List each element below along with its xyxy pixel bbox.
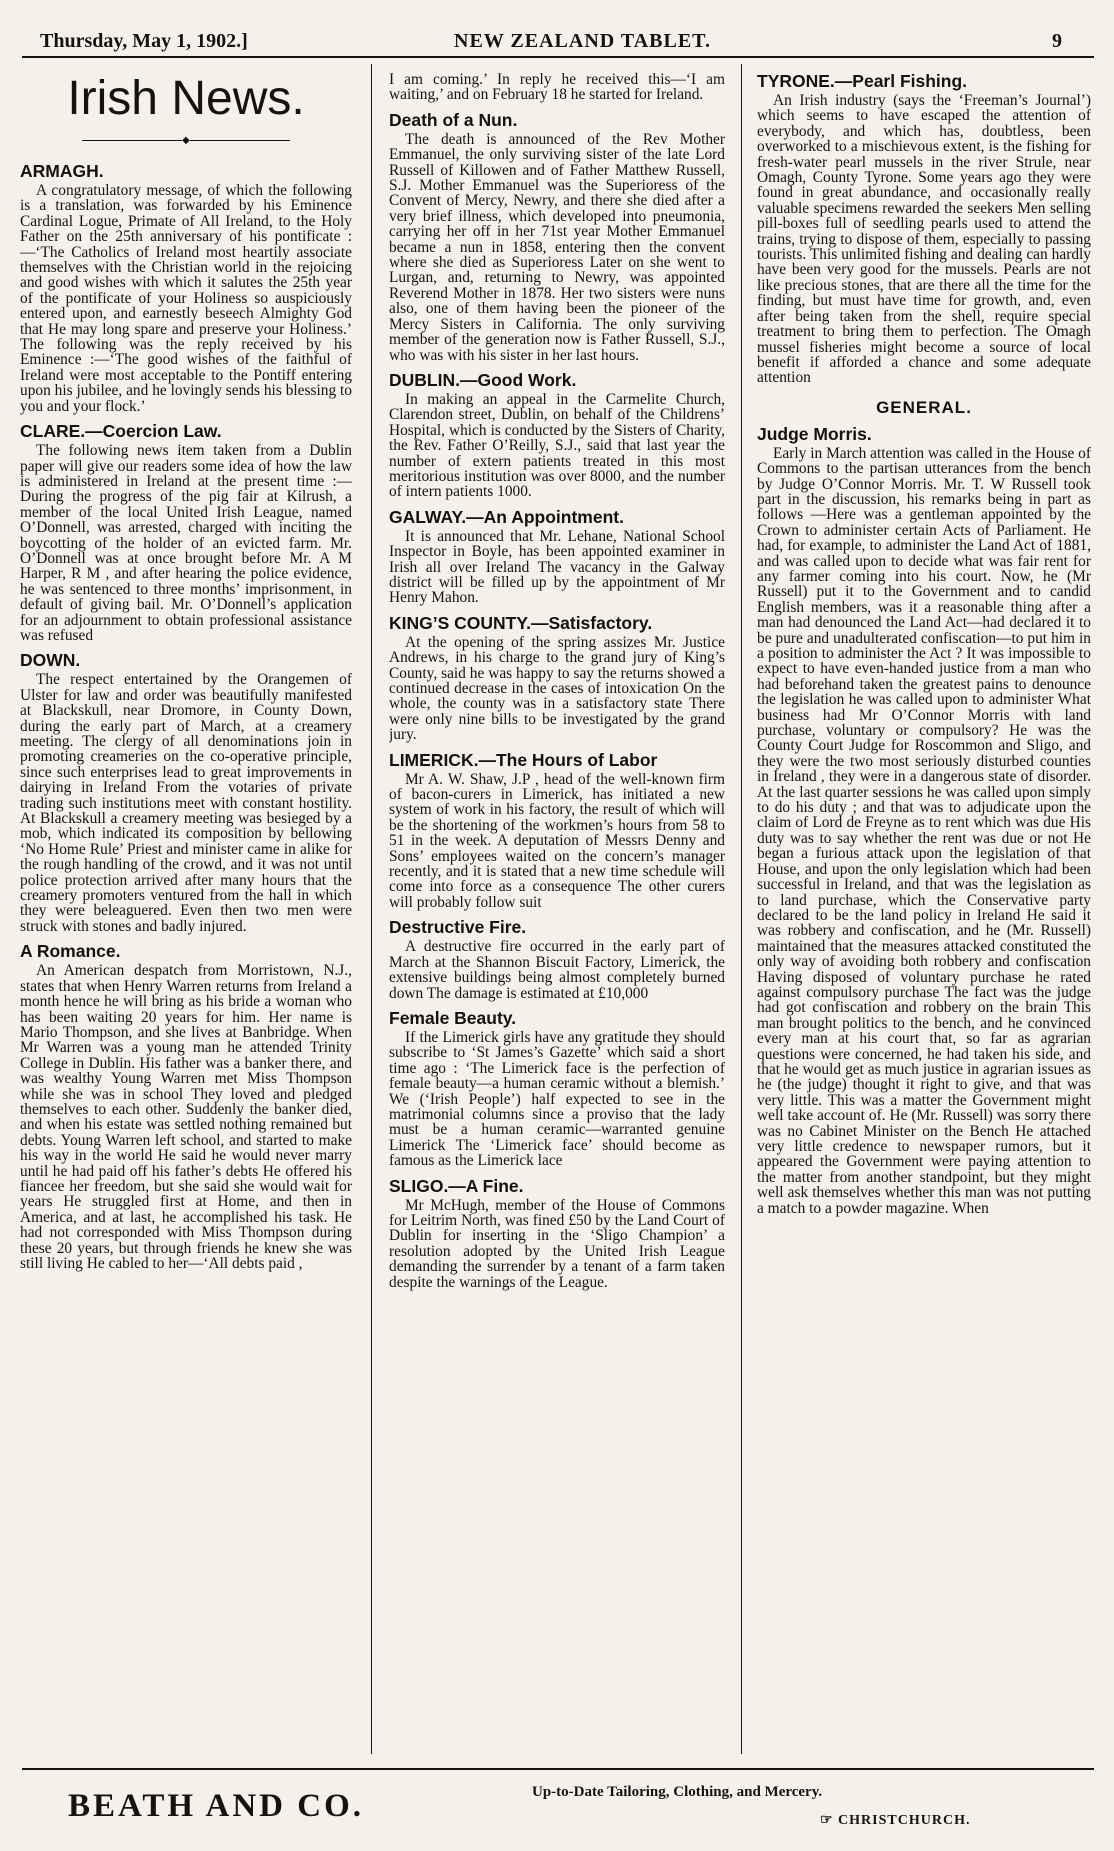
article-heading-kings-county: KING’S COUNTY.—Satisfactory. [389, 612, 653, 633]
section-title: Irish News. [67, 72, 305, 125]
advert-brand: BEATH AND CO. [68, 1788, 365, 1824]
column-2 [389, 72, 725, 1752]
header-paper-name: NEW ZEALAND TABLET. [454, 30, 712, 52]
article-body-destructive-fire: A destructive fire occurred in the early part of March at the Shannon Biscuit Factory, Limerick, the extensive buildings being almost completely burned down The damage is estimated at £10,000 [389, 938, 725, 1002]
article-body-galway: It is announced that Mr. Lehane, National School Inspector in Boyle, has been appointed examiner in Irish all over Ireland The vacancy in the Galway district will be filled up by the appointment of Mr Henry Mahon. [389, 527, 725, 607]
article-body-armagh: A congratulatory message, of which the following is a translation, was forwarded by his Eminence Cardinal Logue, Primate of All Ireland, to the Holy Father on the 25th anniversary of his pontificate :—‘The Catholics of Ireland most heartily associate themselves with the Christian world in the rejoicing and good wishes with which it salutes the 25th year of the pontificate of your Holiness so auspiciously entered upon, and earnestly beseech Almighty God that He may long spare and preserve your Holiness.’ The following was the reply received by his Eminence :—‘The good wishes of the faithful of Ireland were most acceptable to the Pontiff entering upon his jubilee, and he lovingly sends his blessing to you and your flock.’ [20, 182, 352, 415]
column-rule-1 [371, 64, 372, 1754]
advert-city: ☞ CHRISTCHURCH. [820, 1813, 971, 1828]
article-body-limerick: Mr A. W. Shaw, J.P , head of the well-known firm of bacon-curers in Limerick, has initiated a new system of work in his factory, the result of which will be the shortening of the workmen’s hours from 58 to 51 in the week. A deputation of Messrs Denny and Sons’ employees waited on the concern’s manager recently, and it is stated that a new time schedule will come into force as a consequence The other curers will probably follow suit [389, 770, 725, 911]
article-heading-armagh: ARMAGH. [20, 161, 104, 181]
article-body-judge-morris: Early in March attention was called in the House of Commons to the partisan utterances from the bench by Judge O’Connor Morris. Mr. T. W Russell took part in the discussion, his remarks being in part as follows —Here was a gentleman appointed by the Crown to administer certain Acts of Parliament. He had, for example, to administer the Land Act of 1881, and was called upon to decide what was fair rent for any farmer coming into his court. Now, he (Mr Russell) put it to the Government and to candid English members, was it a reasonable thing after a man had denounced the Land Act—had declared it to be pure and unadulterated confiscation—to put him in a position to administer the Act ? It was impossible to expect to have even-handed justice from a man who had beforehand taken the greatest pains to denounce the legislation he was called upon to administer What business had Mr O’Connor Morris with land purchase, voluntary or compulsory? He was the County Court Judge for Roscommon and Sligo, and they were the two most seriously disturbed counties in Ireland , they were in a dangerous state of disorder. At the last quarter sessions he was called upon simply to do his duty ; and that was to adjudicate upon the claim of Lord de Freyne as to rent which was due His duty was to say whether the rent was due or not He began a furious attack upon the legislation of that House, and upon the only legislation which had been successful in Ireland, and that was the legislation as to land purchase, which the Conservative party declared to be the land policy in Ireland He said it was robbery and confiscation, and he (Mr. Russell) maintained that the measures attacked constituted the only way of avoiding both robbery and confiscation Having disposed of voluntary purchase he rated against compulsory purchase The fact was the judge had got confiscation and robbery on the brain This man brought politics to the bench, and he convinced every man at his court that, so far as agrarian questions were concerned, he had taken his side, and that he would get as much justice in agrarian issues as he (the judge) thought it right to give, and that was very little. This was a matter the Government might well take account of. He (Mr. Russell) was sorry there was no Cabinet Minister on the Bench He attached very little credence to newspaper rumors, but it appeared the Government were paying attention to the matter from another standpoint, but they might well ask themselves whether this man was not putting a match to a powder magazine. When [757, 444, 1091, 1217]
article-heading-romance: A Romance. [20, 941, 121, 962]
article-heading-dublin: DUBLIN.—Good Work. [389, 369, 577, 390]
article-heading-sligo: SLIGO.—A Fine. [389, 1175, 524, 1196]
article-heading-death-of-nun: Death of a Nun. [389, 109, 518, 130]
article-body-romance-continued: I am coming.’ In reply he received this—‘I am waiting,’ and on February 18 he started for Ireland. [389, 72, 725, 104]
article-heading-female-beauty: Female Beauty. [389, 1007, 517, 1028]
title-ornament: ◆ [20, 136, 352, 146]
article-heading-clare: CLARE.—Coercion Law. [20, 421, 222, 442]
article-body-romance: An American despatch from Morristown, N.J., states that when Henry Warren returns from Ireland a month hence he will bring as his bride a woman who has been waiting 20 years for him. Her name is Mario Thompson, and she lives at Banbridge. When Mr Warren was a young man he attended Trinity College in Dublin. His father was a banker there, and was wealthy Young Warren met Miss Thompson while she was in school They loved and pledged themselves to each other. Suddenly the banker died, and when his estate was settled nothing remained but debts. Young Warren left school, and started to make his way in the world He said he would never marry until he had paid off his father’s debts He offered his fiancee her freedom, but she said she would wait for years He struggled first at Home, and then in America, and at last, he accomplished his task. He had not corresponded with Miss Thompson during these 20 years, but through friends he knew she was still living He cabled to her—‘All debts paid , [20, 962, 352, 1272]
header-page-number: 9 [1052, 30, 1062, 52]
article-body-kings-county: At the opening of the spring assizes Mr. Justice Andrews, in his charge to the grand jury of King’s County, said he was happy to say the returns showed a continued decrease in the cases of intoxication On the whole, the county was in a satisfactory state There were only nine bills to be investigated by the grand jury. [389, 633, 725, 744]
article-body-dublin: In making an appeal in the Carmelite Church, Clarendon street, Dublin, on behalf of the Childrens’ Hospital, which is conducted by the Sisters of Charity, the Rev. Father O’Reilly, S.J., said that last year the number of extern patients treated in this most meritorious institution was over 8000, and the number of intern patients 1000. [389, 390, 725, 501]
article-body-tyrone: An Irish industry (says the ‘Freeman’s Journal’) which seems to have escaped the attention of everybody, and which has, doubtless, been overworked to a mischievous extent, is the fishing for fresh-water pearl mussels in the river Strule, near Omagh, County Tyrone. Some years ago they were found in great abundance, and occasionally really valuable specimens rewarded the seekers Men selling pill-boxes full of seedling pearls used to attend the trains, trying to dispose of them, especially to passing tourists. This unlimited fishing and dealing can hardly have been very good for the mussels. Pearls are not like precious stones, that are there all the time for the finding, but must have time for growth, and, even after being taken from the shell, require special treatment to bring them to perfection. The Omagh mussel fisheries might become a source of local benefit if afforded a chance and some adequate attention [757, 92, 1091, 387]
article-body-down: The respect entertained by the Orangemen of Ulster for law and order was beautifully manifested at Blackskull, near Dromore, in County Down, during the early part of March, at a creamery meeting. The clergy of all denominations join in promoting creameries on the co-operative principle, since such enterprises lead to great improvements in dairying in Ireland From the votaries of private trading such institutions meet with constant hostility. At Blackskull a creamery meeting was besieged by a mob, which indicated its composition by bellowing ‘No Home Rule’ Priest and minister came in alike for the rough handling of the crowd, and it was not until police protection arrived after many hours that the creamery promoters ventured from the hall in which they were beleaguered. Even then two men were struck with stones and badly injured. [20, 671, 352, 935]
article-body-clare: The following news item taken from a Dublin paper will give our readers some idea of how the law is administered in Ireland at the present time :—During the progress of the pig fair at Kilrush, a member of the local United Irish League, named O’Donnell, was arrested, charged with inciting the boycotting of the holder of an evicted farm. Mr. O’Donnell was at once brought before Mr. A M Harper, R M , and after hearing the police evidence, he was sentenced to three months’ imprisonment, in default of giving bail. Mr. O’Donnell’s application for an adjournment to obtain professional assistance was refused [20, 442, 352, 644]
column-3 [757, 72, 1091, 1752]
article-body-death-of-nun: The death is announced of the Rev Mother Emmanuel, the only surviving sister of the late Lord Russell of Killowen and of Father Matthew Russell, S.J. Mother Emmanuel was the Superioress of the Convent of Mercy, Newry, and there she died after a very brief illness, which developed into pneumonia, carrying her off in her 71st year Mother Emmanuel became a nun in 1858, entering then the convent where she died as Superioress Later on she went to Lurgan, and, returning to Newry, was appointed Reverend Mother in 1878. Her two sisters were nuns also, one of them having been the pioneer of the Mercy Sisters in California. The only surviving member of the generation now is Father Russell, S.J., who was with his sister in her last hours. [389, 130, 725, 364]
page-header [22, 30, 1070, 54]
footer-rule [22, 1768, 1094, 1770]
footer-advert [0, 1778, 1114, 1838]
general-heading: GENERAL. [876, 397, 972, 417]
article-heading-destructive-fire: Destructive Fire. [389, 917, 527, 938]
header-date: Thursday, May 1, 1902.] [40, 30, 248, 52]
article-heading-down: DOWN. [20, 650, 81, 671]
column-1 [20, 72, 352, 1752]
article-body-female-beauty: If the Limerick girls have any gratitude they should subscribe to ‘St James’s Gazette’ which said a short time ago : ‘The Limerick face is the perfection of female beauty—a human ceramic without a blemish.’ We (‘Irish People’) half expected to see in the matrimonial columns since a proviso that the lady must be a human ceramic—warranted genuine Limerick The ‘Limerick face’ should become as famous as the Limerick lace [389, 1028, 725, 1170]
article-body-sligo: Mr McHugh, member of the House of Commons for Leitrim North, was fined £50 by the Land Court of Dublin for inserting in the ‘Sligo Champion’ a resolution adopted by the United Irish League demanding the surrender by a tenant of a farm taken despite the warnings of the League. [389, 1196, 725, 1291]
article-heading-tyrone: TYRONE.—Pearl Fishing. [757, 72, 968, 91]
article-heading-judge-morris: Judge Morris. [757, 423, 872, 444]
advert-tagline: Up-to-Date Tailoring, Clothing, and Mercery. [532, 1784, 823, 1800]
column-rule-2 [741, 64, 742, 1754]
article-heading-limerick: LIMERICK.—The Hours of Labor [389, 749, 658, 770]
article-heading-galway: GALWAY.—An Appointment. [389, 506, 624, 527]
header-rule [22, 56, 1094, 58]
